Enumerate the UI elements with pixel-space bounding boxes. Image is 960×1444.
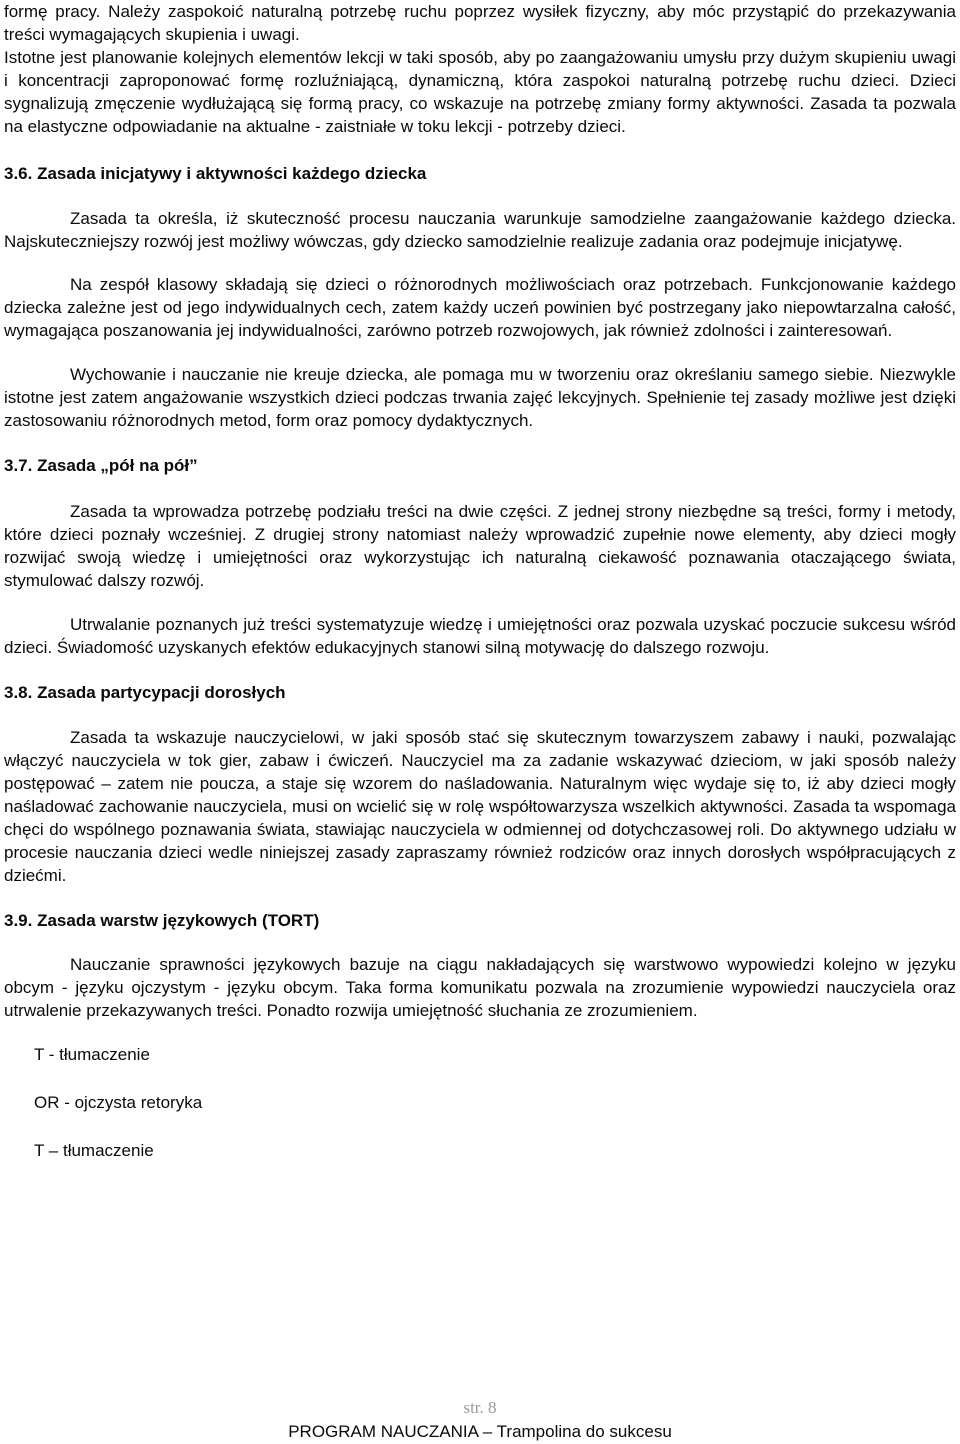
- document-page: [4, 0, 956, 1162]
- section-3-6-paragraph-3: Wychowanie i nauczanie nie kreuje dziecka, ale pomaga mu w tworzeniu oraz określaniu samego siebie. Niezwykle istotne jest zatem angażowanie wszystkich dzieci podczas trwania zajęć lekcyjnych. Spełnienie tej zasady możliwe jest dzięki zastosowaniu różnorodnych metod, form oraz pomocy dydaktycznych.: [4, 365, 956, 430]
- section-heading-3-9: 3.9. Zasada warstw językowych (TORT): [4, 911, 320, 930]
- section-3-7-paragraph-2: Utrwalanie poznanych już treści systematyzuje wiedzę i umiejętności oraz pozwala uzyskać poczucie sukcesu wśród dzieci. Świadomość uzyskanych efektów edukacyjnych stanowi silną motywację do dalszego rozwoju.: [4, 615, 956, 657]
- section-heading-3-6: 3.6. Zasada inicjatywy i aktywności każdego dziecka: [4, 164, 427, 183]
- page-number: str. 8: [463, 1398, 497, 1417]
- section-3-8-paragraph-1: Zasada ta wskazuje nauczycielowi, w jaki sposób stać się skutecznym towarzyszem zabawy i nauki, pozwalając włączyć nauczyciela w tok gier, zabaw i ćwiczeń. Nauczyciel ma za zadanie wskazywać dzieciom, w jaki sposób należy postępować – zatem nie poucza, a staje się wzorem do naśladowania. Naturalnym więc wydaje się to, iż aby dzieci mogły naśladować zachowanie nauczyciela, musi on wcielić się w rolę współtowarzysza wszelkich aktywności. Zasada ta wspomaga chęci do wspólnego poznawania świata, stawiając nauczyciela w odmiennej od dotychczasowej roli. Do aktywnego udziału w procesie nauczania dzieci wedle niniejszej zasady zapraszamy również rodziców oraz innych dorosłych współpracujących z dziećmi.: [4, 728, 956, 885]
- tort-list-item-t: T - tłumaczenie: [34, 1045, 150, 1064]
- tort-list-item-t2: T – tłumaczenie: [34, 1141, 154, 1160]
- section-heading-3-8: 3.8. Zasada partycypacji dorosłych: [4, 683, 286, 702]
- section-3-6-paragraph-1: Zasada ta określa, iż skuteczność procesu nauczania warunkuje samodzielne zaangażowanie każdego dziecka. Najskuteczniejszy rozwój jest możliwy wówczas, gdy dziecko samodzielnie realizuje zadania oraz podejmuje inicjatywę.: [4, 209, 956, 251]
- intro-paragraph-2: Istotne jest planowanie kolejnych elementów lekcji w taki sposób, aby po zaangażowaniu umysłu przy dużym skupieniu uwagi i koncentracji zaproponować formę rozluźniającą, dynamiczną, która zaspokoi naturalną potrzebę ruchu dzieci. Dzieci sygnalizują zmęczenie wydłużającą się formą pracy, co wskazuje na potrzebę zmiany formy aktywności. Zasada ta pozwala na elastyczne odpowiadanie na aktualne - zaistniałe w toku lekcji - potrzeby dzieci.: [4, 48, 956, 136]
- section-heading-3-7: 3.7. Zasada „pół na pół”: [4, 456, 198, 475]
- section-3-9-paragraph-1: Nauczanie sprawności językowych bazuje na ciągu nakładających się warstwowo wypowiedzi kolejno w języku obcym - języku ojczystym - języku obcym. Taka forma komunikatu pozwala na zrozumienie wypowiedzi nauczyciela oraz utrwalenie przekazywanych treści. Ponadto rozwija umiejętność słuchania ze zrozumieniem.: [4, 955, 956, 1020]
- intro-paragraph-1: formę pracy. Należy zaspokoić naturalną potrzebę ruchu poprzez wysiłek fizyczny, aby móc przystąpić do przekazywania treści wymagających skupienia i uwagi.: [4, 2, 956, 44]
- section-3-6-paragraph-2: Na zespół klasowy składają się dzieci o różnorodnych możliwościach oraz potrzebach. Funkcjonowanie każdego dziecka zależne jest od jego indywidualnych cech, zatem każdy uczeń powinien być postrzegany jako niepowtarzalna całość, wymagająca poszanowania jej indywidualności, zarówno potrzeb rozwojowych, jak również zdolności i zainteresowań.: [4, 275, 956, 340]
- tort-list-item-or: OR - ojczysta retoryka: [34, 1093, 203, 1112]
- section-3-7-paragraph-1: Zasada ta wprowadza potrzebę podziału treści na dwie części. Z jednej strony niezbędne są treści, formy i metody, które dzieci poznały wcześniej. Z drugiej strony natomiast należy wprowadzić zupełnie nowe elementy, aby dzieci mogły rozwijać swoją wiedzę i umiejętności oraz wykorzystując ich naturalną ciekawość poznawania otaczającego świata, stymulować dalszy rozwój.: [4, 502, 956, 590]
- footer-title: PROGRAM NAUCZANIA – Trampolina do sukcesu: [288, 1422, 672, 1441]
